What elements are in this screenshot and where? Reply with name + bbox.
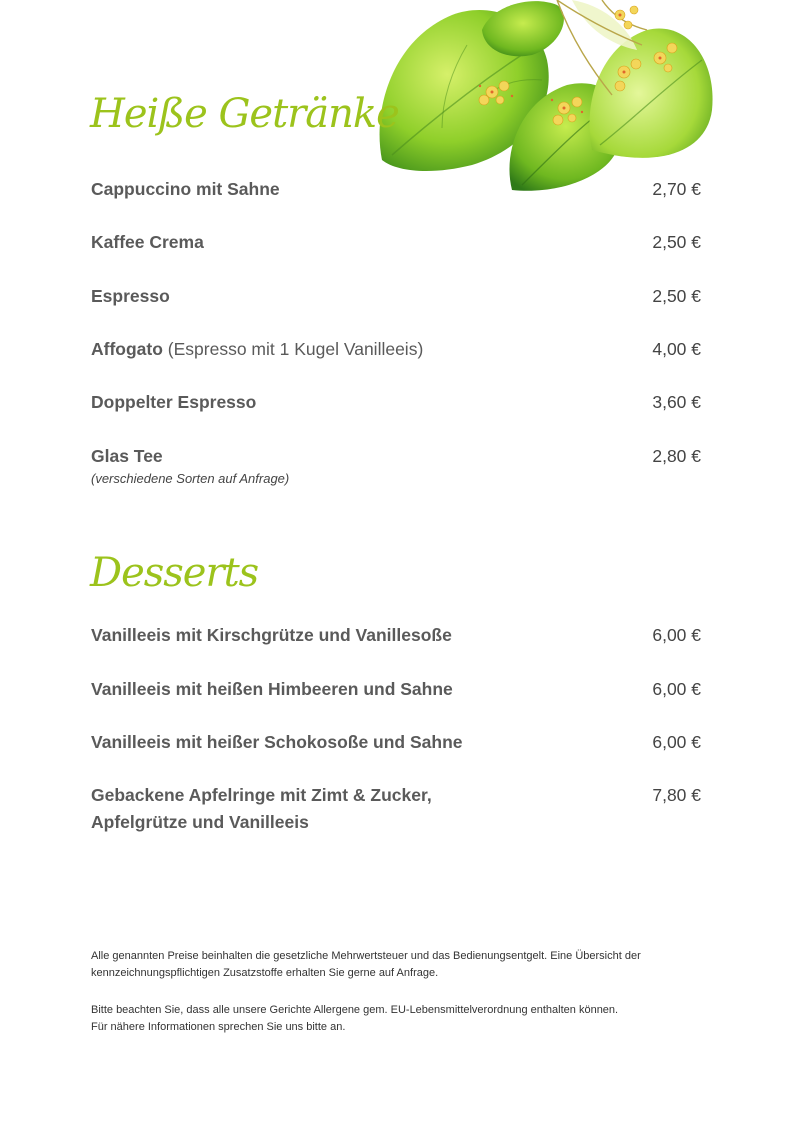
footer-note-prices	[91, 948, 701, 982]
item-price: 2,50 €	[652, 286, 701, 306]
menu-item	[91, 283, 701, 310]
item-name: Gebackene Apfelringe mit Zimt & Zucker,	[91, 785, 432, 805]
menu-item	[91, 676, 701, 703]
section-title-desserts: Desserts	[90, 550, 259, 596]
item-price: 7,80 €	[652, 785, 701, 805]
item-price: 2,70 €	[652, 179, 701, 199]
item-price: 2,80 €	[652, 446, 701, 466]
footer-note-line: Bitte beachten Sie, dass alle unsere Gerichte Allergene gem. EU-Lebensmittelverordnung enthalten können.	[91, 1004, 619, 1016]
footer-note-line: Für nähere Informationen sprechen Sie uns bitte an.	[91, 1021, 346, 1033]
menu-item	[91, 336, 701, 363]
linden-leaves-illustration	[372, 0, 722, 196]
menu-item	[91, 443, 701, 488]
footer-note-allergens	[91, 1002, 701, 1036]
item-name: Vanilleeis mit heißer Schokosoße und Sahne	[91, 732, 463, 752]
item-price: 3,60 €	[652, 392, 701, 412]
item-subtext: (verschiedene Sorten auf Anfrage)	[91, 471, 290, 486]
menu-item	[91, 389, 701, 416]
item-name: Cappuccino mit Sahne	[91, 179, 280, 199]
item-name: Doppelter Espresso	[91, 392, 257, 412]
footer-note-line: kennzeichnungspflichtigen Zusatzstoffe erhalten Sie gerne auf Anfrage.	[91, 967, 439, 979]
item-price: 6,00 €	[652, 679, 701, 699]
menu-item	[91, 622, 701, 649]
item-name: Vanilleeis mit Kirschgrütze und Vanillesoße	[91, 625, 452, 645]
menu-item	[91, 176, 701, 203]
item-price: 2,50 €	[652, 232, 701, 252]
item-name-line2: Apfelgrütze und Vanilleeis	[91, 812, 309, 832]
item-price: 4,00 €	[652, 339, 701, 359]
item-description: (Espresso mit 1 Kugel Vanilleeis)	[162, 339, 424, 359]
item-name: Affogato	[91, 339, 163, 359]
item-name: Vanilleeis mit heißen Himbeeren und Sahne	[91, 679, 453, 699]
footer-note-line: Alle genannten Preise beinhalten die gesetzliche Mehrwertsteuer und das Bedienungsentgelt. Eine Übersicht der	[91, 950, 641, 962]
menu-item	[91, 729, 701, 756]
item-name: Espresso	[91, 286, 170, 306]
item-price: 6,00 €	[652, 625, 701, 645]
item-name-with-desc	[91, 336, 423, 363]
section-title-hot-drinks: Heiße Getränke	[90, 91, 399, 137]
item-price: 6,00 €	[652, 732, 701, 752]
item-name: Kaffee Crema	[91, 232, 204, 252]
menu-item	[91, 782, 701, 836]
item-name: Glas Tee	[91, 446, 163, 466]
menu-item	[91, 229, 701, 256]
